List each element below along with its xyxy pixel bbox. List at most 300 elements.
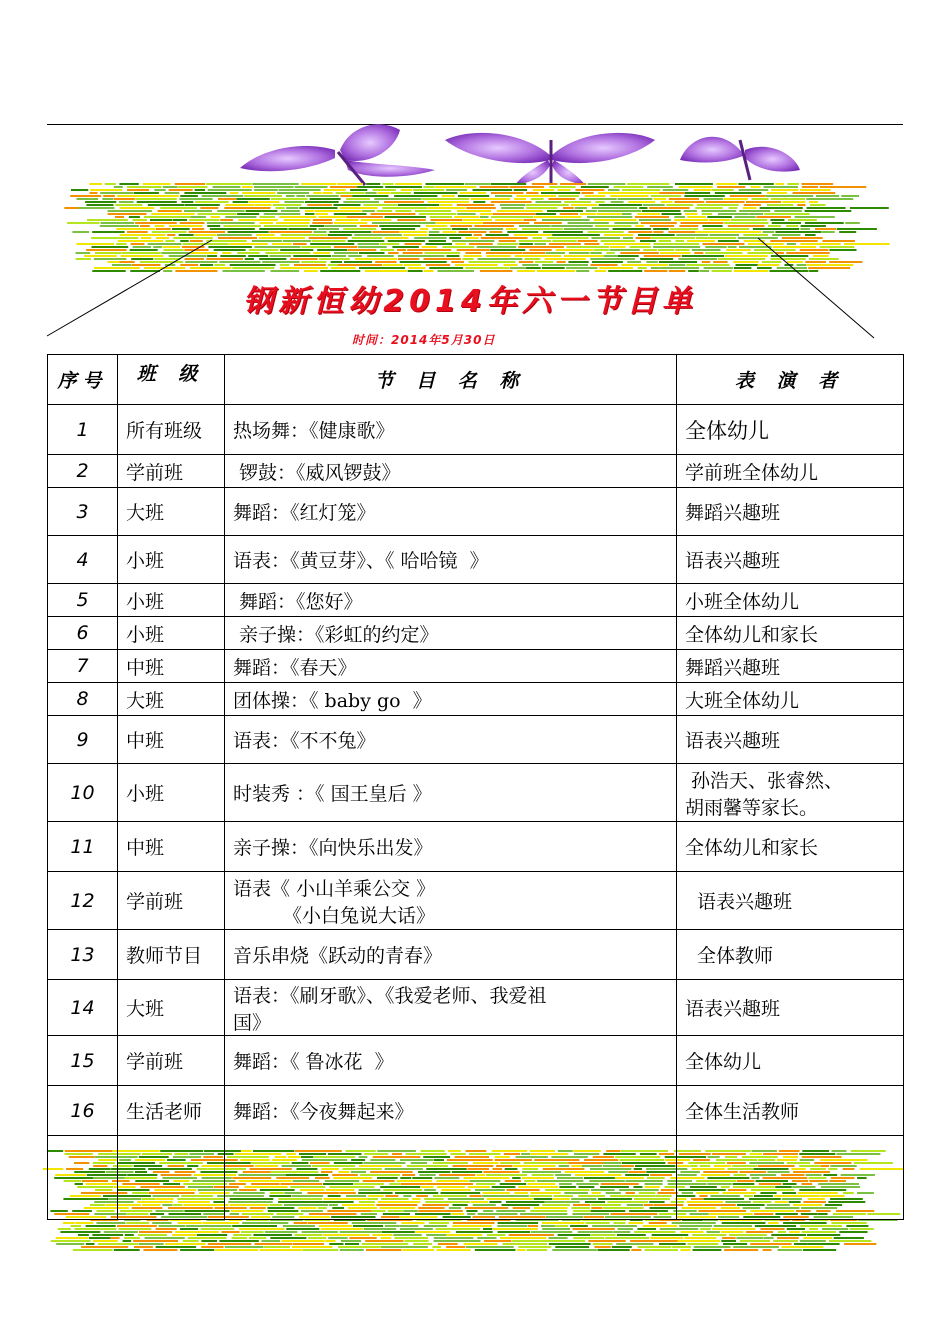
grass-blade: [403, 234, 427, 236]
grass-blade: [260, 1249, 302, 1251]
grass-blade: [232, 1237, 248, 1239]
grass-blade: [660, 252, 691, 254]
grass-blade: [400, 1228, 433, 1230]
grass-blade: [232, 1225, 277, 1227]
grass-blade: [290, 258, 318, 260]
row-number: 11: [48, 822, 118, 872]
grass-blade: [340, 1249, 364, 1251]
grass-blade: [248, 255, 268, 257]
grass-blade: [463, 219, 492, 221]
grass-blade: [222, 1231, 240, 1233]
table-row: [48, 683, 904, 716]
grass-blade: [464, 255, 482, 257]
grass-blade: [264, 213, 301, 215]
grass-blade: [641, 222, 677, 224]
grass-blade: [232, 267, 274, 269]
grass-blade: [778, 1249, 802, 1251]
grass-blade: [628, 1222, 643, 1224]
performer-line: 语表兴趣班: [685, 550, 781, 572]
grass-blade: [253, 1234, 292, 1236]
grass-blade: [338, 1246, 381, 1248]
grass-blade: [643, 249, 657, 251]
grass-blade: [119, 261, 134, 263]
grass-blade: [552, 234, 600, 236]
grass-blade: [120, 234, 166, 236]
grass-blade: [794, 1243, 808, 1245]
grass-blade: [504, 264, 518, 266]
grass-blade: [219, 1240, 258, 1242]
grass-blade: [103, 195, 115, 197]
grass-blade: [767, 204, 793, 206]
grass-blade: [477, 1237, 496, 1239]
grass-blade: [718, 213, 749, 215]
grass-blade: [438, 1243, 458, 1245]
grass-blade: [674, 201, 704, 203]
grass-blade: [522, 264, 538, 266]
grass-blade: [320, 270, 360, 272]
grass-blade: [807, 207, 846, 209]
grass-blade: [491, 192, 524, 194]
row-number: 12: [48, 872, 118, 930]
grass-blade: [225, 1246, 263, 1248]
grass-blade: [111, 1237, 120, 1239]
grass-blade: [725, 255, 768, 257]
grass-blade: [774, 210, 801, 212]
grass-blade: [81, 1246, 128, 1248]
grass-blade: [547, 237, 589, 239]
program-line: 语表：《刷牙歌》、《我爱老师、我爱祖: [233, 984, 547, 1007]
grass-blade: [230, 264, 276, 266]
row-performer: [677, 455, 904, 488]
grass-blade: [126, 1222, 149, 1224]
grass-blade: [831, 1222, 866, 1224]
grass-blade: [180, 264, 198, 266]
grass-blade: [220, 255, 246, 257]
grass-blade: [322, 192, 332, 194]
grass-blade: [361, 219, 392, 221]
grass-blade: [457, 213, 475, 215]
grass-blade: [92, 231, 124, 233]
row-program: [225, 683, 677, 716]
grass-blade: [534, 216, 581, 218]
grass-blade: [627, 261, 641, 263]
performer-line: 全体幼儿和家长: [685, 837, 819, 859]
grass-blade: [663, 189, 689, 191]
grass-blade: [89, 1237, 111, 1239]
grass-blade: [358, 246, 387, 248]
grass-blade: [165, 192, 180, 194]
grass-blade: [154, 258, 180, 260]
grass-blade: [529, 249, 551, 251]
grass-blade: [180, 240, 189, 242]
grass-blade: [659, 261, 697, 263]
grass-blade: [694, 189, 712, 191]
grass-blade: [736, 264, 758, 266]
grass-blade: [143, 183, 171, 185]
grass-blade: [573, 1237, 604, 1239]
grass-blade: [414, 237, 447, 239]
table-row: [48, 822, 904, 872]
grass-blade: [127, 231, 148, 233]
grass-blade: [805, 222, 844, 224]
grass-blade: [703, 228, 749, 230]
grass-blade: [807, 1234, 840, 1236]
grass-blade: [514, 234, 552, 236]
grass-blade: [642, 210, 681, 212]
grass-blade: [348, 249, 377, 251]
grass-blade: [404, 1240, 428, 1242]
grass-blade: [273, 204, 302, 206]
grass-blade: [352, 195, 388, 197]
grass-blade: [118, 240, 163, 242]
grass-blade: [432, 228, 451, 230]
grass-blade: [200, 264, 213, 266]
program-line: 亲子操：《彩虹的约定》: [233, 623, 439, 646]
grass-blade: [424, 258, 461, 260]
grass-blade: [771, 255, 808, 257]
grass-blade: [782, 201, 805, 203]
grass-blade: [672, 1246, 691, 1248]
grass-blade: [313, 252, 330, 254]
grass-blade: [249, 1237, 266, 1239]
grass-blade: [839, 231, 856, 233]
grass-blade: [781, 1246, 823, 1248]
grass-blade: [183, 1240, 199, 1242]
grass-blade: [158, 210, 182, 212]
grass-blade: [179, 234, 194, 236]
grass-blade: [598, 1249, 630, 1251]
grass-blade: [122, 252, 161, 254]
grass-blade: [692, 249, 721, 251]
grass-blade: [522, 228, 563, 230]
row-class: 大班: [118, 488, 225, 536]
grass-blade: [800, 228, 810, 230]
grass-blade: [67, 222, 99, 224]
row-class: 小班: [118, 536, 225, 584]
grass-blade: [586, 210, 597, 212]
grass-blade: [734, 267, 752, 269]
grass-blade: [595, 225, 632, 227]
grass-blade: [469, 261, 516, 263]
row-number: 8: [48, 683, 118, 716]
grass-blade: [417, 222, 435, 224]
grass-blade: [293, 255, 331, 257]
grass-blade: [85, 201, 116, 203]
grass-blade: [480, 270, 513, 272]
grass-blade: [75, 1222, 93, 1224]
grass-blade: [160, 207, 197, 209]
grass-blade: [398, 255, 445, 257]
grass-blade: [70, 195, 101, 197]
grass-blade: [426, 225, 448, 227]
grass-blade: [435, 186, 451, 188]
grass-blade: [605, 1237, 649, 1239]
row-class: 学前班: [118, 455, 225, 488]
grass-blade: [272, 243, 292, 245]
grass-blade: [750, 1243, 791, 1245]
row-class: 大班: [118, 683, 225, 716]
grass-blade: [242, 1222, 288, 1224]
grass-blade: [584, 243, 599, 245]
grass-blade: [541, 1225, 555, 1227]
grass-blade: [175, 1231, 219, 1233]
grass-blade: [806, 198, 853, 200]
grass-blade: [652, 1234, 689, 1236]
grass-blade: [330, 186, 357, 188]
grass-blade: [712, 270, 732, 272]
grass-blade: [119, 183, 138, 185]
row-number: 1: [48, 405, 118, 455]
grass-blade: [331, 261, 342, 263]
grass-blade: [699, 270, 709, 272]
grass-blade: [617, 1234, 646, 1236]
grass-blade: [695, 207, 722, 209]
grass-blade: [77, 198, 99, 200]
grass-blade: [549, 186, 575, 188]
grass-blade: [398, 258, 419, 260]
grass-blade: [850, 1228, 874, 1230]
grass-blade: [108, 213, 147, 215]
grass-blade: [310, 198, 341, 200]
grass-blade: [86, 1225, 116, 1227]
grass-blade: [152, 231, 187, 233]
grass-blade: [407, 249, 451, 251]
grass-blade: [117, 195, 146, 197]
grass-blade: [509, 1234, 554, 1236]
grass-blade: [844, 1243, 876, 1245]
row-performer: [677, 1036, 904, 1086]
grass-blade: [155, 225, 165, 227]
grass-blade: [556, 249, 594, 251]
empty-cell: [225, 1136, 677, 1220]
grass-blade: [477, 246, 517, 248]
grass-blade: [797, 204, 805, 206]
row-class: 生活老师: [118, 1086, 225, 1136]
grass-blade: [548, 198, 575, 200]
grass-blade: [622, 189, 660, 191]
grass-blade: [328, 264, 338, 266]
grass-blade: [764, 186, 798, 188]
grass-blade: [590, 252, 602, 254]
grass-blade: [523, 252, 545, 254]
performer-line: 语表兴趣班: [685, 998, 781, 1020]
grass-blade: [651, 237, 695, 239]
grass-blade: [329, 231, 371, 233]
grass-blade: [125, 1234, 134, 1236]
grass-blade: [135, 198, 177, 200]
grass-blade: [639, 207, 647, 209]
grass-blade: [201, 1246, 223, 1248]
grass-blade: [697, 204, 739, 206]
grass-blade: [803, 1237, 832, 1239]
grass-blade: [222, 252, 231, 254]
grass-blade: [340, 207, 378, 209]
grass-blade: [64, 207, 78, 209]
grass-blade: [722, 1237, 736, 1239]
grass-blade: [631, 1249, 641, 1251]
grass-blade: [721, 1231, 743, 1233]
row-class: 所有班级: [118, 405, 225, 455]
grass-blade: [319, 216, 347, 218]
row-performer: [677, 822, 904, 872]
grass-blade: [84, 255, 117, 257]
grass-blade: [552, 1249, 597, 1251]
grass-blade: [442, 231, 456, 233]
grass-blade: [715, 192, 762, 194]
grass-blade: [526, 192, 538, 194]
grass-blade: [692, 1234, 726, 1236]
grass-blade: [731, 219, 767, 221]
grass-blade: [385, 1225, 399, 1227]
grass-blade: [395, 183, 422, 185]
row-number: 14: [48, 980, 118, 1036]
grass-blade: [281, 1240, 324, 1242]
grass-blade: [635, 225, 644, 227]
grass-blade: [380, 249, 394, 251]
grass-blade: [429, 234, 472, 236]
grass-blade: [706, 201, 745, 203]
grass-blade: [820, 246, 855, 248]
grass-blade: [467, 240, 494, 242]
grass-blade: [772, 222, 801, 224]
grass-blade: [718, 258, 765, 260]
grass-blade: [650, 1237, 683, 1239]
grass-blade: [772, 234, 800, 236]
grass-blade: [478, 258, 523, 260]
grass-blade: [519, 261, 533, 263]
grass-blade: [133, 219, 147, 221]
grass-blade: [279, 216, 316, 218]
grass-blade: [365, 1240, 403, 1242]
grass-blade: [728, 246, 737, 248]
row-program: [225, 930, 677, 980]
table-row: [48, 1086, 904, 1136]
grass-blade: [614, 1222, 626, 1224]
grass-blade: [260, 216, 276, 218]
grass-blade: [94, 258, 127, 260]
row-performer: [677, 1086, 904, 1136]
grass-blade: [793, 192, 836, 194]
grass-blade: [473, 189, 513, 191]
grass-blade: [703, 243, 745, 245]
grass-blade: [377, 210, 393, 212]
grass-blade: [329, 1243, 343, 1245]
grass-blade: [293, 1243, 324, 1245]
row-program: [225, 822, 677, 872]
grass-blade: [682, 255, 724, 257]
grass-blade: [540, 1240, 585, 1242]
grass-blade: [674, 219, 708, 221]
grass-blade: [800, 249, 829, 251]
grass-blade: [364, 204, 398, 206]
grass-blade: [121, 255, 164, 257]
grass-blade: [787, 243, 796, 245]
grass-blade: [112, 264, 132, 266]
grass-blade: [549, 1243, 591, 1245]
grass-blade: [256, 234, 275, 236]
grass-blade: [302, 1249, 338, 1251]
grass-blade: [385, 237, 409, 239]
grass-blade: [96, 1222, 125, 1224]
grass-blade: [722, 1222, 766, 1224]
grass-blade: [259, 222, 273, 224]
grass-blade: [510, 267, 526, 269]
grass-blade: [312, 240, 346, 242]
grass-blade: [571, 204, 597, 206]
grass-blade: [787, 261, 803, 263]
grass-blade: [144, 216, 191, 218]
grass-blade: [724, 222, 768, 224]
grass-blade: [430, 216, 452, 218]
grass-blade: [610, 195, 648, 197]
grass-blade: [345, 1243, 359, 1245]
grass-blade: [490, 249, 525, 251]
grass-blade: [449, 237, 461, 239]
grass-blade: [495, 219, 522, 221]
grass-blade: [516, 195, 556, 197]
grass-blade: [434, 1237, 474, 1239]
table-header-row: [48, 355, 904, 405]
grass-blade: [426, 264, 450, 266]
grass-blade: [592, 1225, 637, 1227]
grass-blade: [507, 231, 538, 233]
grass-blade: [248, 201, 279, 203]
grass-blade: [459, 231, 487, 233]
performer-line: 大班全体幼儿: [685, 689, 800, 712]
grass-blade: [284, 219, 311, 221]
grass-blade: [413, 1243, 432, 1245]
grass-blade: [381, 1237, 392, 1239]
grass-blade: [618, 198, 653, 200]
performer-line: 全体教师: [697, 945, 774, 967]
grass-blade: [762, 261, 781, 263]
grass-blade: [242, 186, 253, 188]
grass-blade: [491, 183, 526, 185]
grass-blade: [242, 192, 275, 194]
grass-blade: [90, 189, 122, 191]
grass-blade: [591, 237, 620, 239]
table-row: [48, 405, 904, 455]
grass-blade: [152, 1222, 171, 1224]
grass-blade: [127, 189, 149, 191]
grass-blade: [71, 1225, 82, 1227]
grass-blade: [487, 1234, 506, 1236]
row-performer: [677, 617, 904, 650]
grass-blade: [190, 267, 231, 269]
program-line: 音乐串烧《跃动的青春》: [233, 945, 443, 967]
row-class: 中班: [118, 716, 225, 764]
grass-blade: [366, 183, 380, 185]
grass-blade: [73, 1249, 113, 1251]
grass-blade: [588, 231, 624, 233]
grass-blade: [353, 1225, 383, 1227]
grass-blade: [687, 216, 706, 218]
grass-blade: [140, 225, 150, 227]
grass-blade: [87, 204, 114, 206]
grass-blade: [770, 270, 809, 272]
grass-blade: [172, 228, 190, 230]
grass-blade: [767, 192, 787, 194]
grass-blade: [693, 1249, 722, 1251]
grass-blade: [738, 237, 778, 239]
grass-blade: [286, 207, 298, 209]
grass-blade: [452, 1225, 491, 1227]
grass-blade: [709, 219, 730, 221]
grass-blade: [450, 225, 472, 227]
grass-blade: [469, 243, 493, 245]
grass-blade: [185, 261, 217, 263]
grass-blade: [191, 216, 206, 218]
